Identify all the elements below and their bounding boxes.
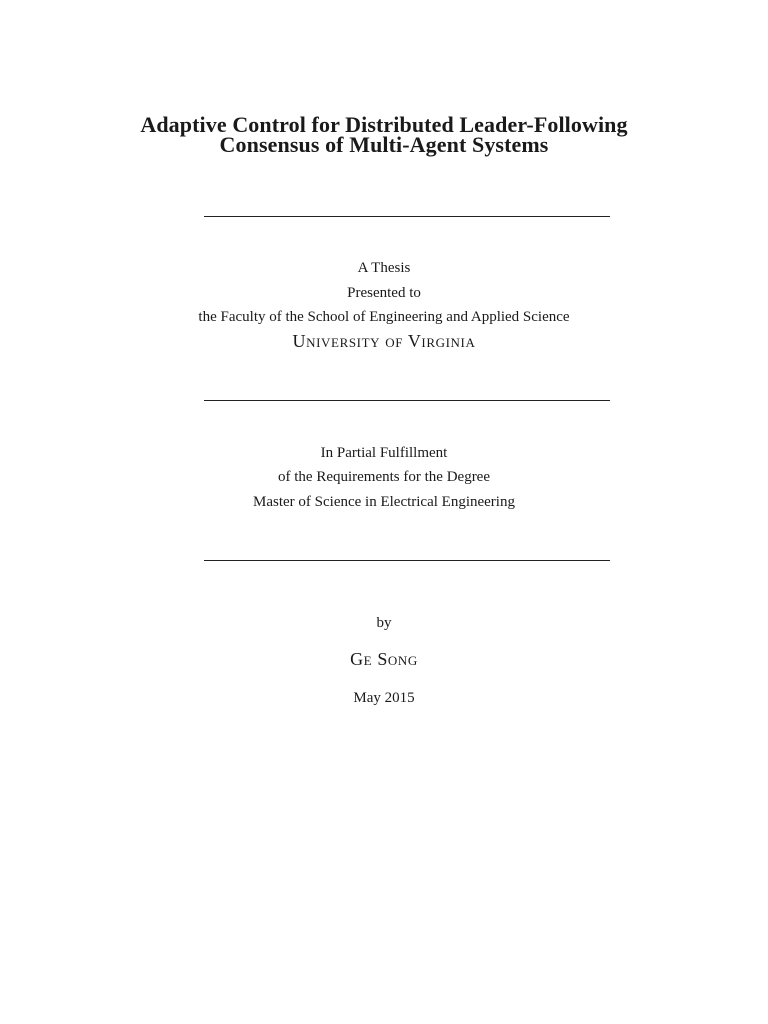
submission-date: May 2015 — [353, 690, 415, 706]
thesis-title-line-1: Adaptive Control for Distributed Leader-Following — [140, 112, 628, 137]
document-type: A Thesis — [357, 260, 411, 276]
thesis-title-line-2: Consensus of Multi-Agent Systems — [219, 132, 549, 157]
horizontal-rule-middle — [204, 400, 610, 401]
faculty-line: the Faculty of the School of Engineering and Applied Science — [198, 309, 570, 325]
degree-name: Master of Science in Electrical Engineering — [253, 494, 515, 510]
requirements-line: of the Requirements for the Degree — [278, 469, 490, 485]
fulfillment-line: In Partial Fulfillment — [320, 445, 448, 461]
presented-to-line: Presented to — [347, 285, 421, 301]
author-name: Ge Song — [350, 649, 418, 669]
institution-name: University of Virginia — [292, 331, 476, 351]
by-label: by — [376, 615, 392, 631]
horizontal-rule-top — [204, 216, 610, 217]
horizontal-rule-bottom — [204, 560, 610, 561]
